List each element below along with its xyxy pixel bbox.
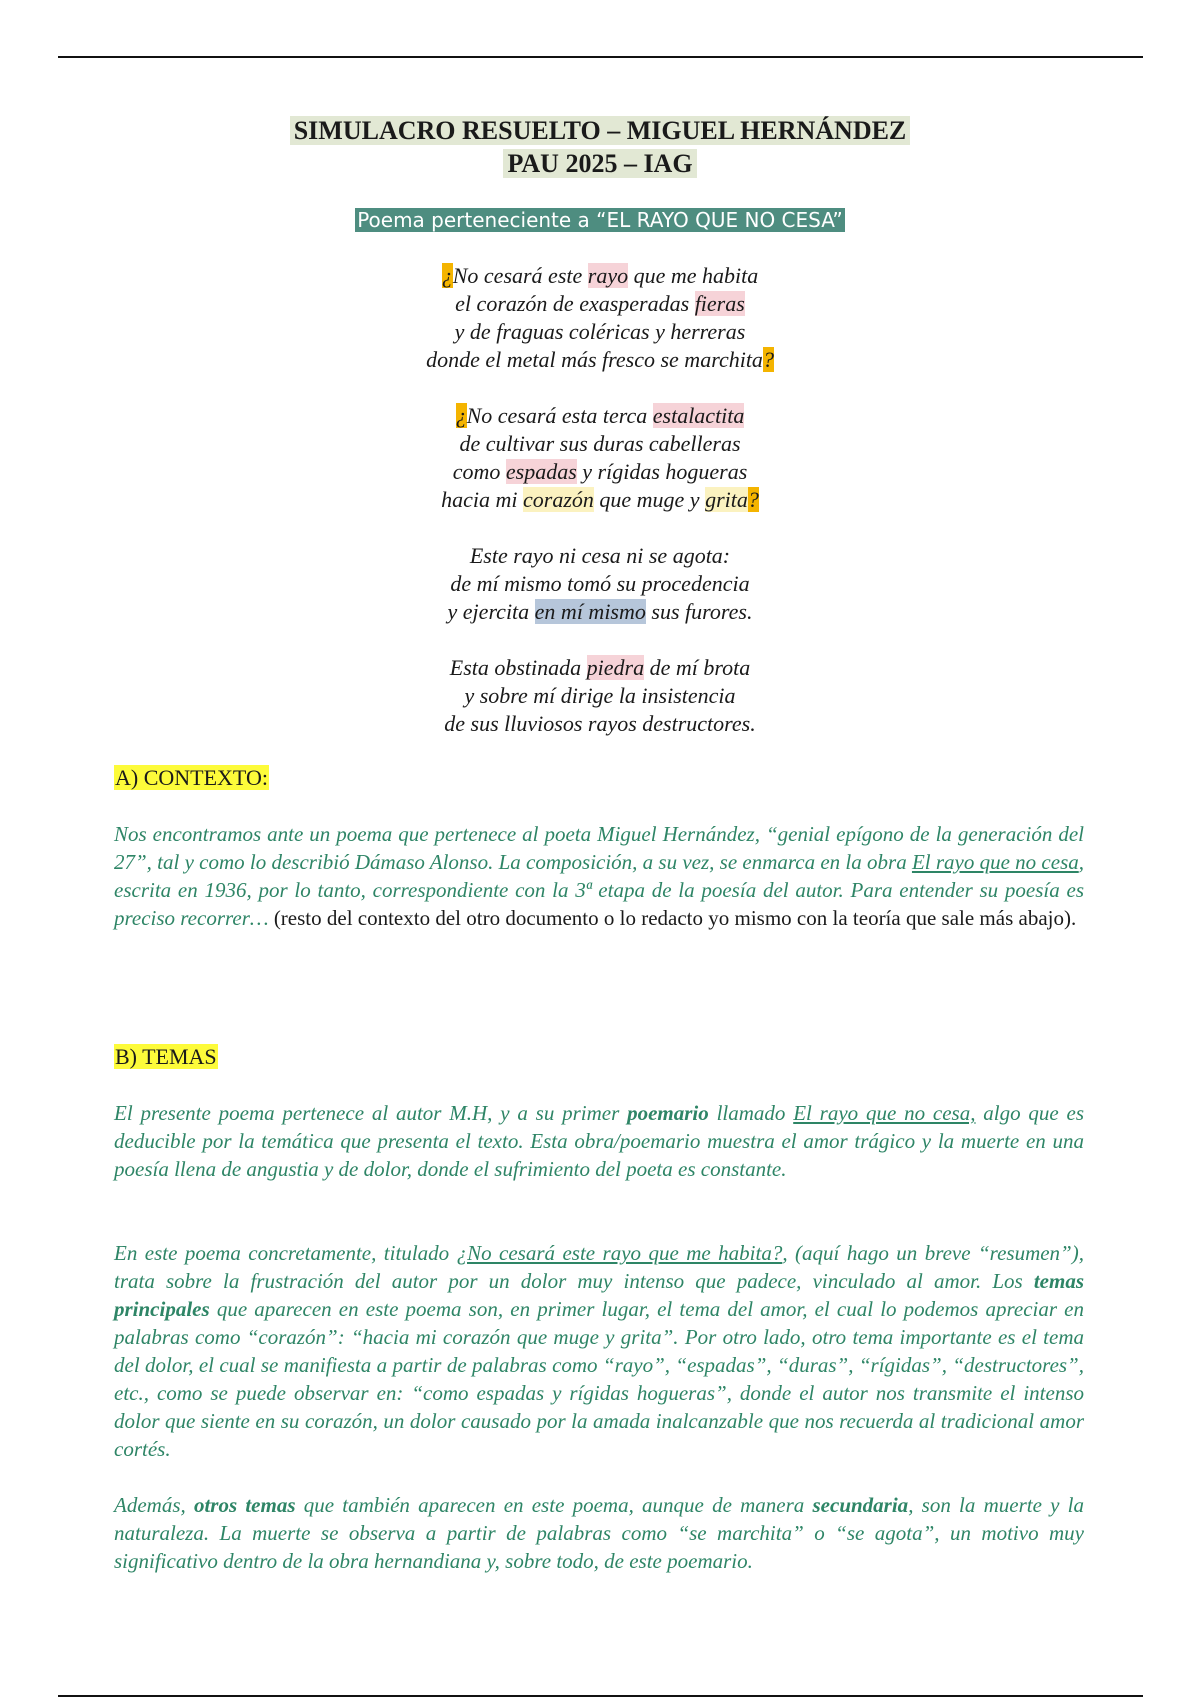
- poem-stanza-3: [0, 542, 1200, 626]
- paragraph-text: llamado: [708, 1101, 794, 1125]
- poem-line: y de fraguas coléricas y herreras: [454, 319, 746, 344]
- poem-text: Esta obstinada: [449, 655, 587, 680]
- poem-title: ¿No cesará este rayo que me habita?: [456, 1241, 783, 1265]
- poem-text: No cesará esta terca: [466, 403, 653, 428]
- poem-text: No cesará este: [452, 263, 588, 288]
- highlighted-word: grita: [705, 487, 748, 512]
- poem-line: [0, 486, 1200, 514]
- poem-text: que me habita: [628, 263, 759, 288]
- top-rule: [58, 56, 1143, 58]
- poem-line: de sus lluviosos rayos destructores.: [444, 711, 756, 736]
- contexto-paragraph: [114, 820, 1084, 932]
- paragraph-text: , son la muerte y la naturaleza. La muerte se observa a partir de palabras como “se marchita” o “se agota”, un motivo muy significativo dentro de la obra hernandiana y, sobre todo, de este poemario.: [114, 1493, 1084, 1573]
- poem-stanza-1: [0, 262, 1200, 374]
- question-mark-highlight: ¿: [441, 263, 453, 288]
- paragraph-text: , escrita en 1936, por lo tanto, correspondiente con la 3ª etapa de la poesía del autor. Para entender su poesía es preciso recorrer…: [114, 850, 1084, 930]
- highlighted-word: corazón: [523, 487, 594, 512]
- paragraph-text: , (aquí hago un breve “resumen”), trata sobre la frustración del autor por un dolor muy intenso que padece, vinculado al amor. Los: [114, 1241, 1084, 1293]
- work-title: El rayo que no cesa: [911, 850, 1079, 874]
- poem-line: [0, 654, 1200, 682]
- poem-line: [0, 402, 1200, 430]
- bold-term: temas principales: [114, 1269, 1084, 1321]
- poem-line: [0, 458, 1200, 486]
- document-title: [0, 114, 1200, 147]
- poem-text: hacia mi: [441, 487, 523, 512]
- section-heading-text: A) CONTEXTO:: [115, 765, 268, 790]
- poem-stanza-2: [0, 402, 1200, 514]
- highlighted-word: rayo: [587, 263, 629, 288]
- temas-paragraph-1: [114, 1099, 1084, 1183]
- bottom-rule: [58, 1695, 1143, 1697]
- question-mark-highlight: ¿: [455, 403, 467, 428]
- question-mark-highlight: ?: [762, 347, 774, 372]
- paragraph-text: que también aparecen en este poema, aunque de manera: [295, 1493, 813, 1517]
- poem-text: sus furores.: [645, 599, 753, 624]
- title-line-2: PAU 2025 – IAG: [503, 149, 696, 178]
- bold-term: secundaria: [812, 1493, 909, 1517]
- poem-line: [0, 346, 1200, 374]
- poem-line: [0, 598, 1200, 626]
- paragraph-text: que aparecen en este poema son, en primer lugar, el tema del amor, el cual lo podemos apreciar en palabras como “corazón”: “hacia mi corazón que muge y grita”. Por otro lado, otro tema importante es el tema del dolor, el cual se manifiesta a partir de palabras como “rayo”, “espadas”, “duras”, “rígidas”, “destructores”, etc., como se puede observar en: “como espadas y rígidas hogueras”, donde el autor nos transmite el intenso dolor que siente en su corazón, un dolor causado por la amada inalcanzable que nos recuerda al tradicional amor cortés.: [114, 1297, 1084, 1461]
- paragraph-text: El presente poema pertenece al autor M.H, y a su primer: [114, 1101, 628, 1125]
- highlighted-phrase: en mí mismo: [534, 599, 646, 624]
- poem-text: como: [452, 459, 506, 484]
- poem-source-label-text: Poema perteneciente a “EL RAYO QUE NO CESA”: [357, 208, 843, 232]
- paragraph-text: Además,: [114, 1493, 194, 1517]
- author-note: (resto del contexto del otro documento o lo redacto yo mismo con la teoría que sale más abajo).: [273, 906, 1077, 930]
- bold-term: poemario: [627, 1101, 709, 1125]
- temas-paragraph-2: [114, 1239, 1084, 1463]
- poem-text: que muge y: [593, 487, 706, 512]
- paragraph-text: Nos encontramos ante un poema que pertenece al poeta Miguel Hernández, “genial epígono de la generación del 27”, tal y como lo describió Dámaso Alonso. La composición, a su vez, se enmarca en la obra: [114, 822, 1084, 874]
- highlighted-word: fieras: [694, 291, 745, 316]
- document-subtitle: [0, 147, 1200, 180]
- work-title: El rayo que no cesa,: [793, 1101, 976, 1125]
- poem-text: y rígidas hogueras: [576, 459, 748, 484]
- highlighted-word: piedra: [586, 655, 645, 680]
- highlighted-word: espadas: [505, 459, 577, 484]
- poem-line: Este rayo ni cesa ni se agota:: [469, 543, 731, 568]
- paragraph-text: algo que es deducible por la temática que presenta el texto. Esta obra/poemario muestra el amor trágico y la muerte en una poesía llena de angustia y de dolor, donde el sufrimiento del poeta es constante.: [114, 1101, 1085, 1181]
- poem-line: [0, 290, 1200, 318]
- paragraph-text: En este poema concretamente, titulado: [114, 1241, 457, 1265]
- section-heading-contexto: [114, 764, 269, 792]
- poem-text: donde el metal más fresco se marchita: [426, 347, 763, 372]
- poem-text: el corazón de exasperadas: [455, 291, 695, 316]
- title-line-1: SIMULACRO RESUELTO – MIGUEL HERNÁNDEZ: [290, 116, 911, 145]
- poem-line: de mí mismo tomó su procedencia: [450, 571, 750, 596]
- poem-line: y sobre mí dirige la insistencia: [464, 683, 736, 708]
- temas-paragraph-3: [114, 1491, 1084, 1575]
- poem: [0, 262, 1200, 766]
- poem-line: de cultivar sus duras cabelleras: [459, 431, 741, 456]
- question-mark-highlight: ?: [747, 487, 759, 512]
- bold-term: otros temas: [193, 1493, 296, 1517]
- poem-line: [0, 262, 1200, 290]
- poem-text: y ejercita: [447, 599, 535, 624]
- section-heading-text: B) TEMAS: [115, 1044, 217, 1069]
- highlighted-word: estalactita: [652, 403, 745, 428]
- poem-text: de mí brota: [644, 655, 751, 680]
- poem-source-label: [0, 207, 1200, 233]
- section-heading-temas: [114, 1043, 218, 1071]
- poem-stanza-4: [0, 654, 1200, 738]
